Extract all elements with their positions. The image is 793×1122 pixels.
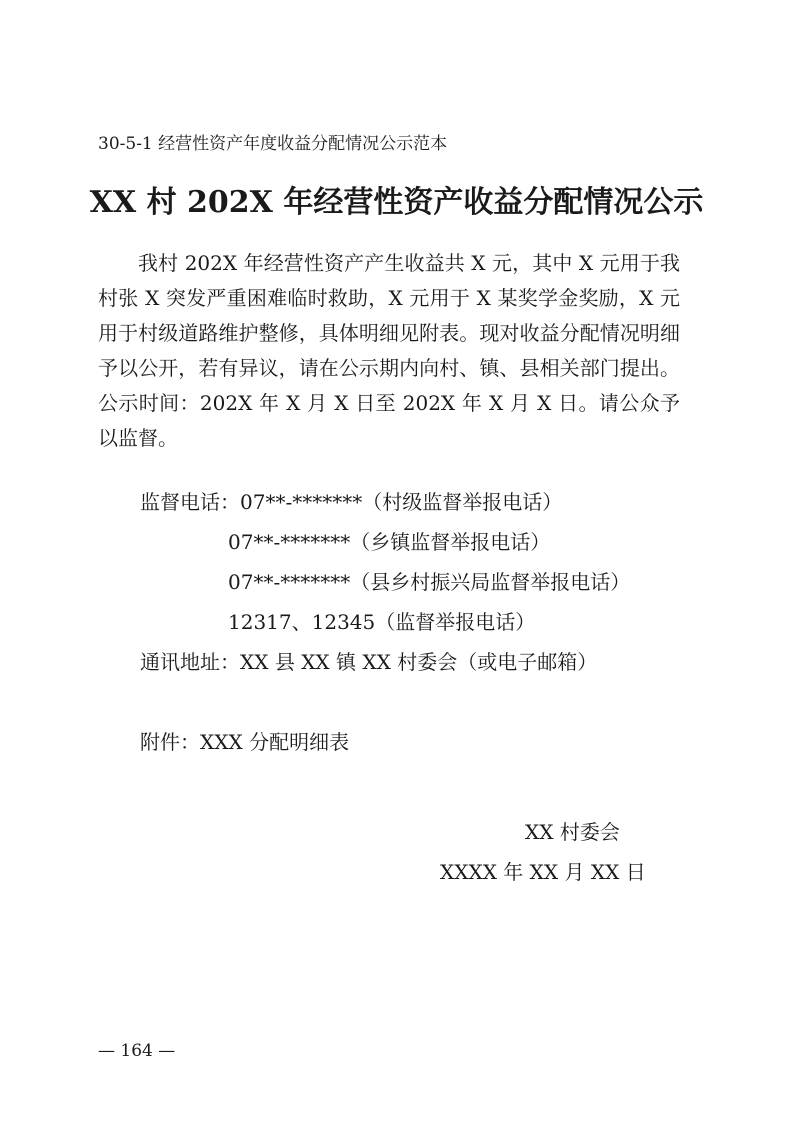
page-number: — 164 — [98,1041,176,1061]
attachment-note: 附件：XXX 分配明细表 [140,730,350,754]
phone-hotline: 12317、12345（监督举报电话） [228,610,536,634]
signature-date: XXXX 年 XX 月 XX 日 [440,860,646,884]
phone-township: 07**-*******（乡镇监督举报电话） [228,530,551,554]
document-title: XX 村 202X 年经营性资产收益分配情况公示 [89,185,704,220]
phone-village: 07**-*******（村级监督举报电话） [240,490,563,514]
announcement-paragraph: 我村 202X 年经营性资产产生收益共 X 元，其中 X 元用于我村张 X 突发严重困难临时救助，X 元用于 X 某奖学金奖励，X 元用于村级道路维护整修，具体明细见附表。现对收益分配情况明细予以公开，若有异议，请在公示期内向村、镇、县相关部门提出。公示时间：202X 年 X 月 X 日至 202X 年 X 月 X 日。请公众予以监督。 [98,251,680,450]
signature-org: XX 村委会 [525,820,620,844]
contact-address: 通讯地址：XX 县 XX 镇 XX 村委会（或电子邮箱） [140,650,598,674]
phone-county: 07**-*******（县乡村振兴局监督举报电话） [228,570,631,594]
phone-line-village [140,486,562,515]
phone-label: 监督电话： [140,490,240,514]
section-label: 30-5-1 经营性资产年度收益分配情况公示范本 [98,134,448,154]
